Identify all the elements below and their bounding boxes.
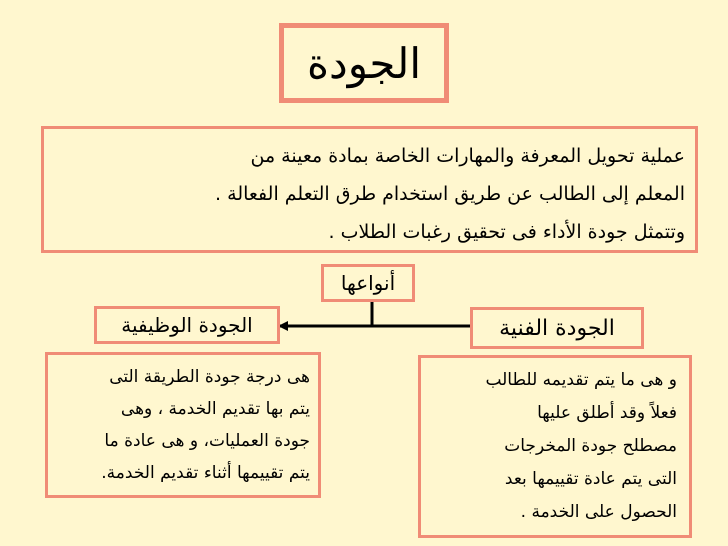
- technical-quality-description: [418, 355, 692, 538]
- technical-line: فعلاً وقد أطلق عليها: [537, 403, 677, 423]
- types-box: [321, 264, 415, 302]
- definition-line: عملية تحويل المعرفة والمهارات الخاصة بمادة معينة من: [250, 145, 685, 167]
- technical-quality-box: [470, 307, 644, 349]
- definition-line: وتتمثل جودة الأداء فى تحقيق رغبات الطلاب .: [328, 221, 685, 243]
- functional-line: جودة العمليات، و هى عادة ما: [104, 431, 310, 451]
- types-label: أنواعها: [340, 271, 396, 295]
- functional-line: هى درجة جودة الطريقة التى: [109, 367, 310, 387]
- functional-quality-heading: الجودة الوظيفية: [121, 313, 253, 337]
- technical-quality-heading: الجودة الفنية: [499, 315, 615, 341]
- diagram-title: الجودة: [307, 38, 421, 88]
- title-box: [279, 23, 449, 103]
- technical-line: و هى ما يتم تقديمه للطالب: [485, 370, 677, 390]
- functional-quality-description: [45, 352, 321, 498]
- definition-line: المعلم إلى الطالب عن طريق استخدام طرق التعلم الفعالة .: [215, 183, 685, 205]
- technical-line: التى يتم عادة تقييمها بعد: [504, 469, 677, 489]
- definition-box: [41, 126, 698, 253]
- technical-line: مصطلح جودة المخرجات: [504, 436, 677, 456]
- functional-line: يتم تقييمها أثناء تقديم الخدمة.: [101, 463, 310, 483]
- functional-quality-box: [94, 306, 280, 344]
- technical-line: الحصول على الخدمة .: [520, 502, 677, 522]
- functional-line: يتم بها تقديم الخدمة ، وهى: [120, 399, 310, 419]
